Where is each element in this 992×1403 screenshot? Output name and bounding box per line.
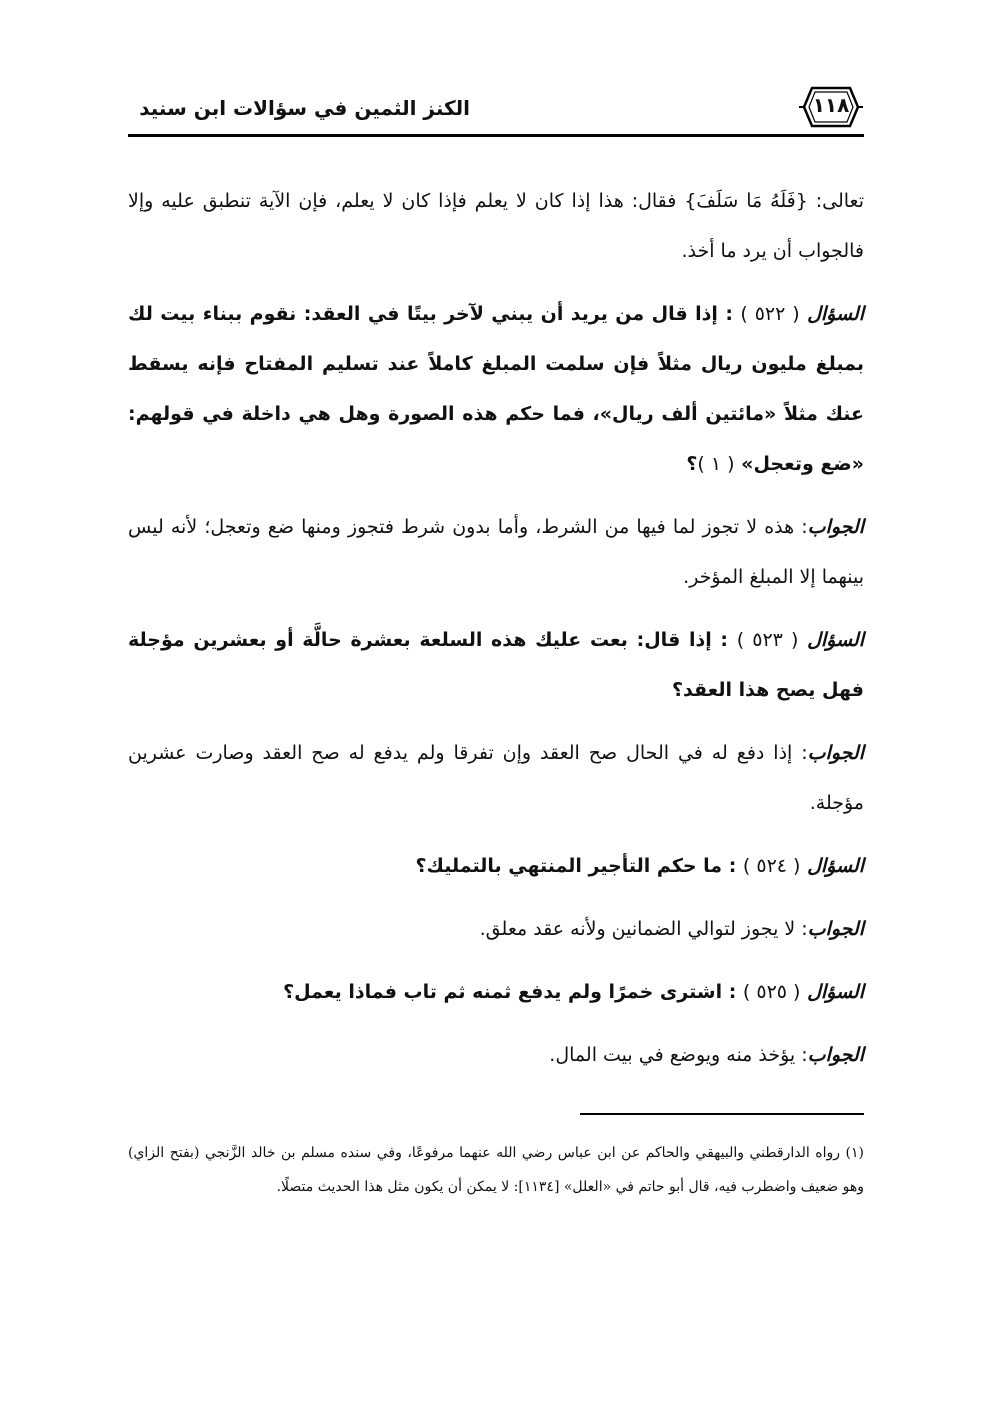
answer-text: : هذه لا تجوز لما فيها من الشرط، وأما بدون شرط فتجوز ومنها ضع وتعجل؛ لأنه ليس بينهما إلا المبلغ المؤخر. xyxy=(128,516,864,588)
question-text: : إذا قال من يريد أن يبني لآخر بيتًا في العقد: نقوم ببناء بيت لك بمبلغ مليون ريال مثلاً فإن سلمت المبلغ كاملاً عند تسليم المفتاح فإنه يسقط عنك مثلاً «مائتين ألف ريال»، فما حكم هذه الصورة وهل هي داخلة في قولهم: «ضع وتعجل» xyxy=(128,303,864,475)
answer-label: الجواب xyxy=(807,742,864,764)
footnote-reference: ( ١ ) xyxy=(697,453,735,475)
question-522 xyxy=(128,289,864,489)
question-label: السؤال xyxy=(807,629,864,651)
question-label: السؤال xyxy=(807,981,864,1003)
answer-text: : إذا دفع له في الحال صح العقد وإن تفرقا ولم يدفع له صح العقد وصارت عشرين مؤجلة. xyxy=(128,742,864,814)
question-number: ( ٥٢٤ ) xyxy=(742,855,801,877)
question-524 xyxy=(128,841,864,891)
footnote-marker: (١) xyxy=(845,1145,865,1161)
footnote-divider xyxy=(580,1113,864,1115)
page-body xyxy=(128,176,864,1093)
answer-525 xyxy=(128,1030,864,1080)
answer-523 xyxy=(128,728,864,828)
question-number: ( ٥٢٥ ) xyxy=(742,981,801,1003)
answer-524 xyxy=(128,904,864,954)
footnote-text: رواه الدارقطني والبيهقي والحاكم عن ابن عباس رضي الله عنهما مرفوعًا، وفي سنده مسلم بن خالد الزَّنجي (بفتح الزاي) وهو ضعيف واضطرب فيه، قال أبو حاتم في «العلل» [١١٣٤]: لا يمكن أن يكون مثل هذا الحديث متصلًا. xyxy=(128,1145,864,1195)
header-divider xyxy=(128,134,864,137)
answer-text: : لا يجوز لتوالي الضمانين ولأنه عقد معلق. xyxy=(479,918,808,940)
question-text: : اشترى خمرًا ولم يدفع ثمنه ثم تاب فماذا يعمل؟ xyxy=(283,981,737,1003)
paragraph-text: تعالى: {فَلَهُ مَا سَلَفَ} فقال: هذا إذا كان لا يعلم فإذا كان لا يعلم، فإن الآية تنطبق عليه وإلا فالجواب أن يرد ما أخذ. xyxy=(128,190,864,262)
question-text: : ما حكم التأجير المنتهي بالتمليك؟ xyxy=(415,855,737,877)
question-label: السؤال xyxy=(807,855,864,877)
footnote xyxy=(128,1136,864,1204)
question-number: ( ٥٢٣ ) xyxy=(736,629,799,651)
paragraph-continuation xyxy=(128,176,864,276)
question-text: : إذا قال: بعت عليك هذه السلعة بعشرة حالَّة أو بعشرين مؤجلة فهل يصح هذا العقد؟ xyxy=(128,629,864,701)
answer-label: الجواب xyxy=(807,918,864,940)
answer-text: : يؤخذ منه ويوضع في بيت المال. xyxy=(549,1044,808,1066)
question-end: ؟ xyxy=(686,453,698,475)
question-number: ( ٥٢٢ ) xyxy=(740,303,800,325)
page-number: ١١٨ xyxy=(812,93,850,117)
question-label: السؤال xyxy=(807,303,864,325)
page-header xyxy=(128,80,864,138)
question-525 xyxy=(128,967,864,1017)
answer-522 xyxy=(128,502,864,602)
page-number-badge xyxy=(798,84,864,130)
question-523 xyxy=(128,615,864,715)
answer-label: الجواب xyxy=(807,1044,864,1066)
book-title: الكنز الثمين في سؤالات ابن سنيد xyxy=(139,96,470,120)
answer-label: الجواب xyxy=(807,516,864,538)
